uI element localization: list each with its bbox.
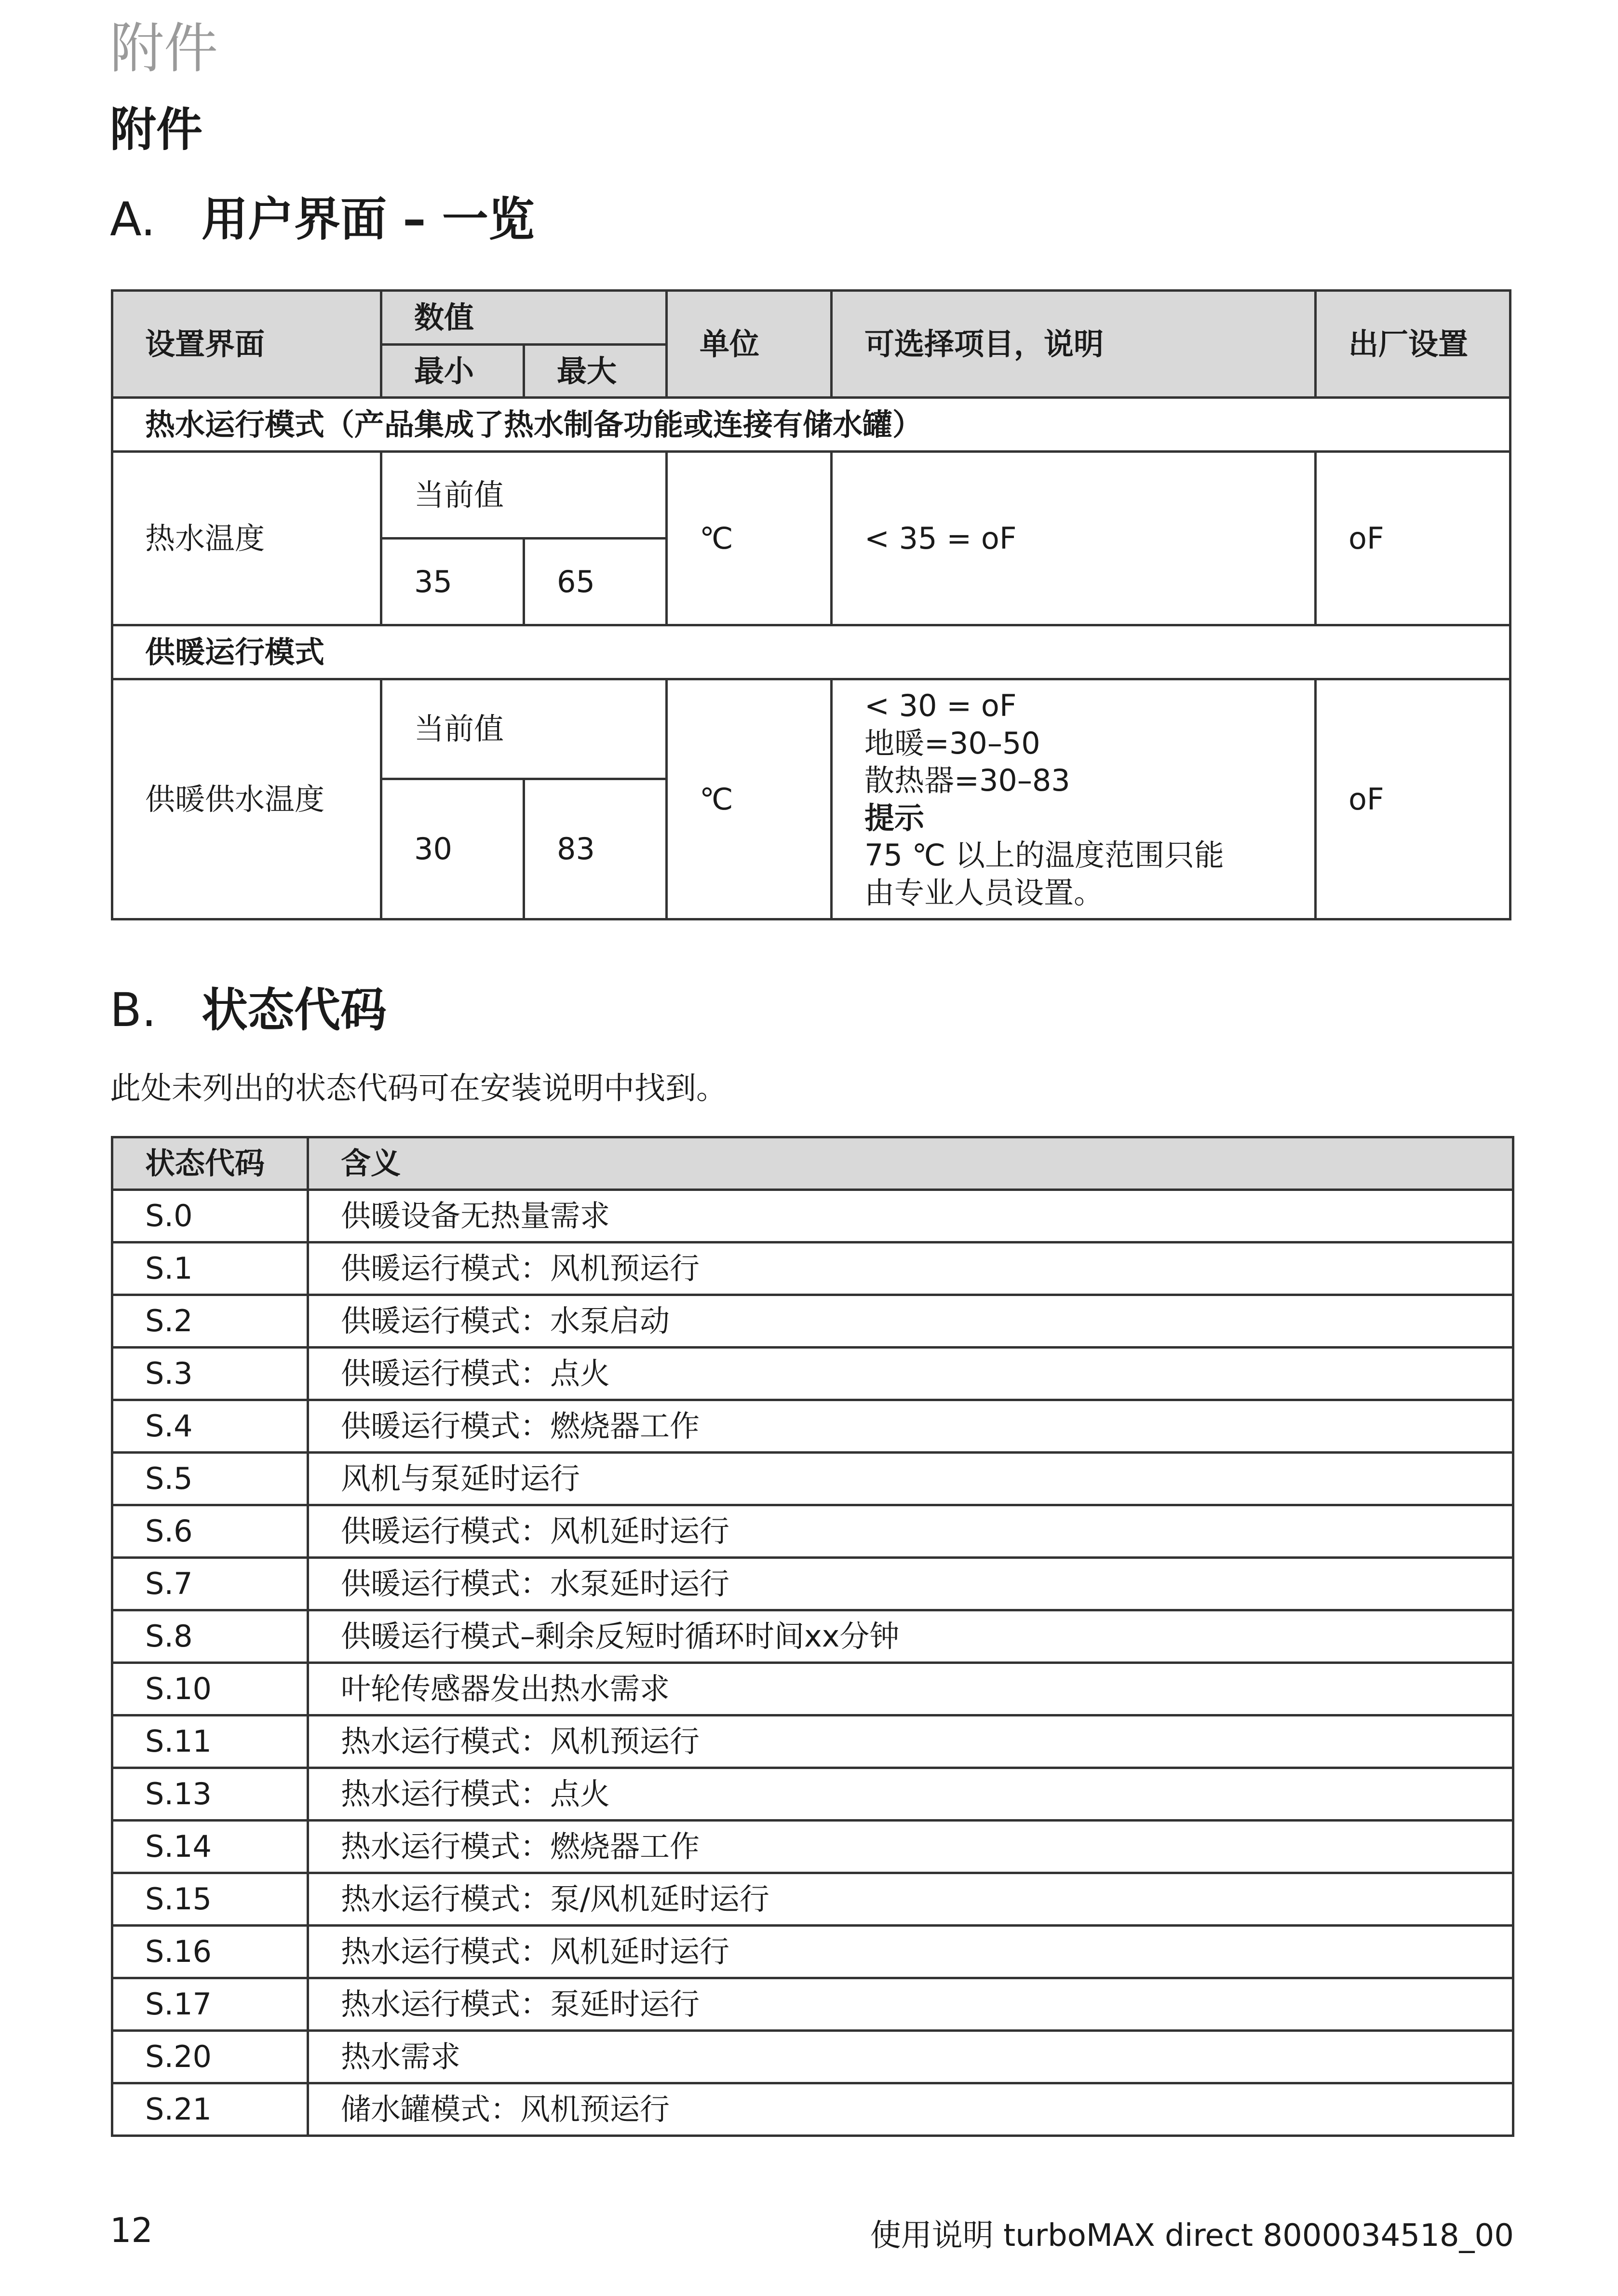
status-meaning: 热水运行模式：泵延时运行 — [308, 1978, 1513, 2031]
status-code: S.21 — [112, 2083, 308, 2136]
status-meaning: 热水运行模式：燃烧器工作 — [308, 1821, 1513, 1873]
status-code: S.0 — [112, 1190, 308, 1243]
table-row — [112, 1663, 1513, 1715]
status-meaning: 热水运行模式：泵/风机延时运行 — [308, 1873, 1513, 1926]
section-b-number: B. — [110, 983, 157, 1037]
options-description — [832, 679, 1316, 919]
col-header-unit: 单位 — [667, 291, 832, 398]
status-meaning: 供暖运行模式–剩余反短时循环时间xx分钟 — [308, 1610, 1513, 1663]
current-value-label: 当前值 — [381, 679, 667, 779]
section-b-title: 状态代码 — [202, 983, 387, 1037]
status-meaning: 热水需求 — [308, 2031, 1513, 2083]
table-row — [112, 1610, 1513, 1663]
table-row — [112, 1978, 1513, 2031]
min-value: 30 — [381, 779, 524, 919]
setting-name: 热水温度 — [112, 452, 381, 625]
options-description — [832, 452, 1316, 625]
status-code: S.13 — [112, 1768, 308, 1821]
status-code: S.8 — [112, 1610, 308, 1663]
status-meaning: 供暖运行模式：风机延时运行 — [308, 1505, 1513, 1558]
note-line: 提示 — [864, 800, 925, 836]
note-line: 散热器=30–83 — [864, 763, 1070, 798]
table-row — [112, 1873, 1513, 1926]
col-header-options: 可选择项目，说明 — [832, 291, 1316, 398]
table-row — [112, 1295, 1513, 1348]
unit-value: ℃ — [667, 679, 832, 919]
status-code: S.15 — [112, 1873, 308, 1926]
table-row — [112, 1768, 1513, 1821]
status-code: S.1 — [112, 1243, 308, 1295]
status-meaning: 供暖运行模式：水泵延时运行 — [308, 1558, 1513, 1610]
status-meaning: 供暖运行模式：风机预运行 — [308, 1243, 1513, 1295]
section-a-number: A. — [110, 192, 156, 246]
status-code: S.16 — [112, 1926, 308, 1978]
status-code: S.3 — [112, 1348, 308, 1400]
status-rows — [112, 1190, 1513, 2136]
max-value: 65 — [524, 539, 667, 625]
status-meaning: 叶轮传感器发出热水需求 — [308, 1663, 1513, 1715]
status-code: S.6 — [112, 1505, 308, 1558]
setting-name: 供暖供水温度 — [112, 679, 381, 919]
table-row — [112, 1926, 1513, 1978]
section-a-heading — [110, 193, 535, 246]
note-line: < 30 = oF — [864, 688, 1017, 723]
note-line: 由专业人员设置。 — [864, 875, 1104, 910]
status-code: S.17 — [112, 1978, 308, 2031]
factory-setting: oF — [1316, 452, 1510, 625]
col-header-code: 状态代码 — [112, 1137, 308, 1190]
status-meaning: 供暖运行模式：燃烧器工作 — [308, 1400, 1513, 1453]
col-header-max: 最大 — [524, 345, 667, 398]
table-row — [112, 1821, 1513, 1873]
col-header-setting: 设置界面 — [112, 291, 381, 398]
document-id: 使用说明 turboMAX direct 8000034518_00 — [870, 2218, 1514, 2254]
table-row — [112, 1348, 1513, 1400]
running-header: 附件 — [110, 17, 218, 80]
user-interface-table — [111, 289, 1511, 920]
note-line: < 35 = oF — [864, 520, 1017, 556]
factory-setting: oF — [1316, 679, 1510, 919]
note-line: 75 ℃ 以上的温度范围只能 — [864, 837, 1224, 873]
status-code: S.5 — [112, 1453, 308, 1505]
status-code: S.20 — [112, 2031, 308, 2083]
status-code-table — [111, 1136, 1514, 2137]
table-row — [112, 1400, 1513, 1453]
table-row — [112, 1190, 1513, 1243]
table-row — [112, 1505, 1513, 1558]
page-title: 附件 — [110, 103, 202, 157]
group-title-heating: 供暖运行模式 — [112, 625, 1510, 679]
page-number: 12 — [110, 2211, 153, 2250]
status-meaning: 热水运行模式：风机延时运行 — [308, 1926, 1513, 1978]
status-code: S.4 — [112, 1400, 308, 1453]
table-row — [112, 1715, 1513, 1768]
unit-value: ℃ — [667, 452, 832, 625]
status-meaning: 风机与泵延时运行 — [308, 1453, 1513, 1505]
min-value: 35 — [381, 539, 524, 625]
status-meaning: 储水罐模式：风机预运行 — [308, 2083, 1513, 2136]
status-code: S.2 — [112, 1295, 308, 1348]
col-header-value: 数值 — [381, 291, 667, 345]
status-meaning: 热水运行模式：点火 — [308, 1768, 1513, 1821]
status-meaning: 热水运行模式：风机预运行 — [308, 1715, 1513, 1768]
table-row — [112, 2083, 1513, 2136]
max-value: 83 — [524, 779, 667, 919]
section-b-intro: 此处未列出的状态代码可在安装说明中找到。 — [110, 1071, 727, 1107]
status-code: S.7 — [112, 1558, 308, 1610]
group-title-hot-water: 热水运行模式（产品集成了热水制备功能或连接有储水罐） — [112, 398, 1510, 452]
status-code: S.14 — [112, 1821, 308, 1873]
status-meaning: 供暖设备无热量需求 — [308, 1190, 1513, 1243]
col-header-factory: 出厂设置 — [1316, 291, 1510, 398]
status-code: S.10 — [112, 1663, 308, 1715]
current-value-label: 当前值 — [381, 452, 667, 539]
col-header-min: 最小 — [381, 345, 524, 398]
col-header-meaning: 含义 — [308, 1137, 1513, 1190]
table-row — [112, 2031, 1513, 2083]
table-row — [112, 1243, 1513, 1295]
table-row — [112, 1453, 1513, 1505]
section-b-heading — [110, 984, 387, 1037]
status-meaning: 供暖运行模式：点火 — [308, 1348, 1513, 1400]
note-line: 地暖=30–50 — [864, 725, 1040, 761]
table-row — [112, 1558, 1513, 1610]
section-a-title: 用户界面 – 一览 — [202, 192, 535, 246]
status-meaning: 供暖运行模式：水泵启动 — [308, 1295, 1513, 1348]
status-code: S.11 — [112, 1715, 308, 1768]
